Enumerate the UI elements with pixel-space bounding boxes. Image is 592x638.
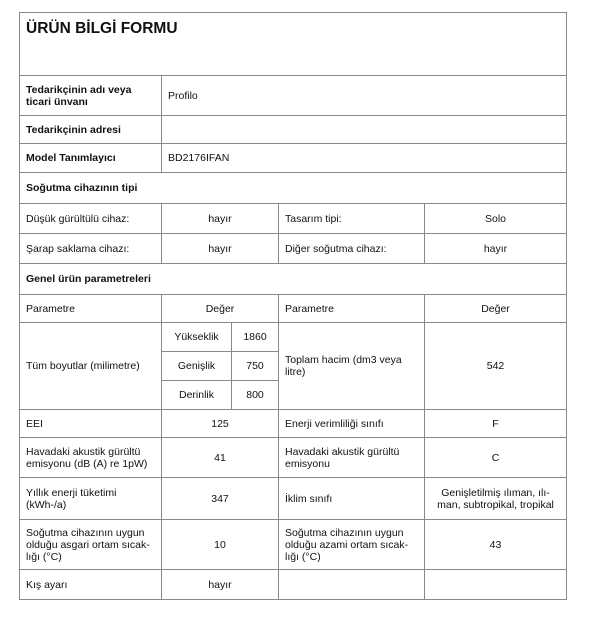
climate-class-value: Genişletilmiş ılıman, ılı-man, subtropikal, tropikal <box>425 478 567 520</box>
empty-cell <box>425 570 567 600</box>
model-value: BD2176IFAN <box>162 144 567 173</box>
annual-energy-row <box>20 478 567 520</box>
climate-class-label: İklim sınıfı <box>279 478 425 520</box>
eei-value: 125 <box>162 410 279 438</box>
other-cooling-value: hayır <box>425 234 567 264</box>
col-header-value: Değer <box>162 295 279 323</box>
eei-row <box>20 410 567 438</box>
wine-storage-value: hayır <box>162 234 279 264</box>
noise-class-label: Havadaki akustik gürültü emisyonu <box>279 438 425 478</box>
form-title: ÜRÜN BİLGİ FORMU <box>20 13 567 76</box>
general-params-heading: Genel ürün parametreleri <box>20 264 567 295</box>
winter-setting-row <box>20 570 567 600</box>
col-header-param: Parametre <box>20 295 162 323</box>
max-temp-label: Soğutma cihazının uygun olduğu azami ortam sıcak-lığı (°C) <box>279 520 425 570</box>
design-type-label: Tasarım tipi: <box>279 204 425 234</box>
other-cooling-label: Diğer soğutma cihazı: <box>279 234 425 264</box>
product-info-table <box>19 12 567 600</box>
min-temp-label: Soğutma cihazının uygun olduğu asgari ortam sıcak-lığı (°C) <box>20 520 162 570</box>
low-noise-row <box>20 204 567 234</box>
total-volume-label: Toplam hacim (dm3 veya litre) <box>279 323 425 410</box>
height-label: Yükseklik <box>162 323 232 352</box>
supplier-address-value <box>162 116 567 144</box>
dimensions-row <box>20 323 567 352</box>
low-noise-value: hayır <box>162 204 279 234</box>
wine-storage-label: Şarap saklama cihazı: <box>20 234 162 264</box>
wine-storage-row <box>20 234 567 264</box>
min-temp-value: 10 <box>162 520 279 570</box>
max-temp-value: 43 <box>425 520 567 570</box>
supplier-name-row <box>20 76 567 116</box>
ambient-temp-row <box>20 520 567 570</box>
model-label: Model Tanımlayıcı <box>20 144 162 173</box>
winter-setting-label: Kış ayarı <box>20 570 162 600</box>
supplier-name-value: Profilo <box>162 76 567 116</box>
noise-class-value: C <box>425 438 567 478</box>
col-header-param-2: Parametre <box>279 295 425 323</box>
noise-emission-value: 41 <box>162 438 279 478</box>
low-noise-label: Düşük gürültülü cihaz: <box>20 204 162 234</box>
dimensions-label: Tüm boyutlar (milimetre) <box>20 323 162 410</box>
noise-row <box>20 438 567 478</box>
column-header-row <box>20 295 567 323</box>
model-row <box>20 144 567 173</box>
design-type-value: Solo <box>425 204 567 234</box>
product-info-form <box>19 12 566 600</box>
eei-label: EEI <box>20 410 162 438</box>
depth-value: 800 <box>232 381 279 410</box>
height-value: 1860 <box>232 323 279 352</box>
supplier-address-row <box>20 116 567 144</box>
total-volume-value: 542 <box>425 323 567 410</box>
col-header-value-2: Değer <box>425 295 567 323</box>
empty-cell <box>279 570 425 600</box>
annual-energy-value: 347 <box>162 478 279 520</box>
supplier-address-label: Tedarikçinin adresi <box>20 116 162 144</box>
energy-class-label: Enerji verimliliği sınıfı <box>279 410 425 438</box>
winter-setting-value: hayır <box>162 570 279 600</box>
cooling-type-heading: Soğutma cihazının tipi <box>20 173 567 204</box>
width-label: Genişlik <box>162 352 232 381</box>
noise-emission-label: Havadaki akustik gürültü emisyonu (dB (A) re 1pW) <box>20 438 162 478</box>
supplier-name-label: Tedarikçinin adı veya ticari ünvanı <box>20 76 162 116</box>
annual-energy-label: Yıllık enerji tüketimi (kWh-/a) <box>20 478 162 520</box>
width-value: 750 <box>232 352 279 381</box>
energy-class-value: F <box>425 410 567 438</box>
depth-label: Derinlik <box>162 381 232 410</box>
